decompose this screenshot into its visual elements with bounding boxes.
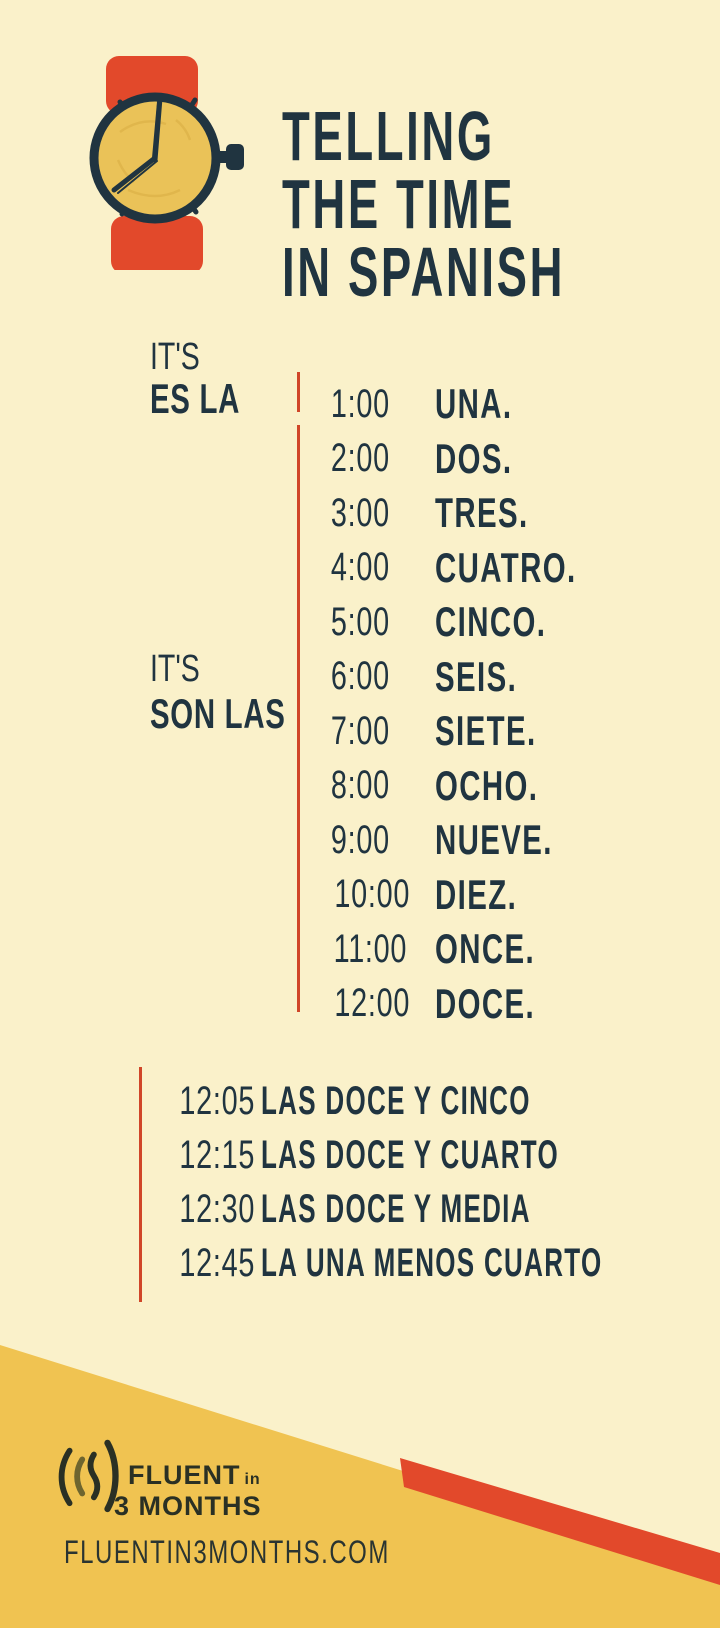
minute-row — [150, 1128, 630, 1182]
its-label-plural: IT'S — [150, 648, 200, 690]
hour-row — [305, 759, 655, 814]
minute-row — [150, 1182, 630, 1236]
minute-phrase: LA UNA MENOS CUARTO — [261, 1240, 603, 1285]
hour-word: TRES. — [435, 489, 529, 537]
time-value: 12:05 — [179, 1078, 256, 1123]
hour-row — [305, 868, 655, 923]
hour-word: ONCE. — [435, 925, 536, 973]
hour-word: SIETE. — [435, 707, 537, 755]
divider-line-singular — [297, 372, 300, 412]
time-value: 2:00 — [331, 436, 390, 481]
hour-word: CUATRO. — [435, 543, 577, 591]
time-value: 8:00 — [331, 763, 390, 808]
minute-phrase: LAS DOCE Y CINCO — [261, 1078, 531, 1123]
son-las-label: SON LAS — [150, 690, 286, 737]
divider-line-minutes — [139, 1067, 142, 1302]
time-value: 1:00 — [331, 381, 390, 426]
hour-row — [305, 377, 655, 432]
hour-word: SEIS. — [435, 652, 518, 700]
time-value: 11:00 — [333, 926, 408, 971]
time-value: 9:00 — [331, 817, 390, 862]
time-value: 12:30 — [179, 1186, 256, 1231]
hour-word: DIEZ. — [435, 870, 518, 918]
es-la-label: ES LA — [150, 375, 241, 422]
brand-line1: FLUENT in — [128, 1460, 261, 1490]
title-line: TELLING — [282, 96, 495, 175]
time-value: 10:00 — [334, 872, 411, 917]
minute-phrase: LAS DOCE Y CUARTO — [261, 1132, 560, 1177]
minutes-list — [150, 1074, 630, 1290]
time-value: 3:00 — [331, 490, 390, 535]
hour-row — [305, 595, 655, 650]
hour-row — [305, 432, 655, 487]
website-url: FLUENTIN3MONTHS.COM — [64, 1534, 390, 1570]
hour-row — [305, 541, 655, 596]
brand-in-word: in — [244, 1471, 261, 1488]
hours-list — [305, 377, 655, 1031]
wristwatch-icon — [58, 40, 258, 270]
hour-word: DOS. — [435, 434, 513, 482]
time-value: 6:00 — [331, 654, 390, 699]
brand-line2: 3 MONTHS — [114, 1491, 262, 1521]
minute-row — [150, 1074, 630, 1128]
hour-row — [305, 704, 655, 759]
hour-row — [305, 650, 655, 705]
hour-word: NUEVE. — [435, 816, 553, 864]
hour-word: DOCE. — [435, 979, 536, 1027]
its-label-singular: IT'S — [150, 336, 200, 378]
hour-word: CINCO. — [435, 598, 547, 646]
title-line: IN SPANISH — [282, 232, 566, 311]
time-value: 7:00 — [331, 708, 390, 753]
hour-word: UNA. — [435, 380, 513, 428]
hour-row — [305, 977, 655, 1032]
hour-row — [305, 486, 655, 541]
hour-word: OCHO. — [435, 761, 539, 809]
hour-row — [305, 922, 655, 977]
time-value: 12:15 — [179, 1132, 256, 1177]
title-line: THE TIME — [282, 164, 516, 243]
time-value: 12:00 — [334, 981, 411, 1026]
time-value: 4:00 — [331, 545, 390, 590]
divider-line-plural — [297, 425, 300, 1012]
hour-row — [305, 813, 655, 868]
time-value: 12:45 — [179, 1240, 256, 1285]
page-title — [282, 96, 717, 311]
brand-logo — [114, 1460, 262, 1521]
time-value: 5:00 — [331, 599, 390, 644]
minute-phrase: LAS DOCE Y MEDIA — [261, 1186, 531, 1231]
